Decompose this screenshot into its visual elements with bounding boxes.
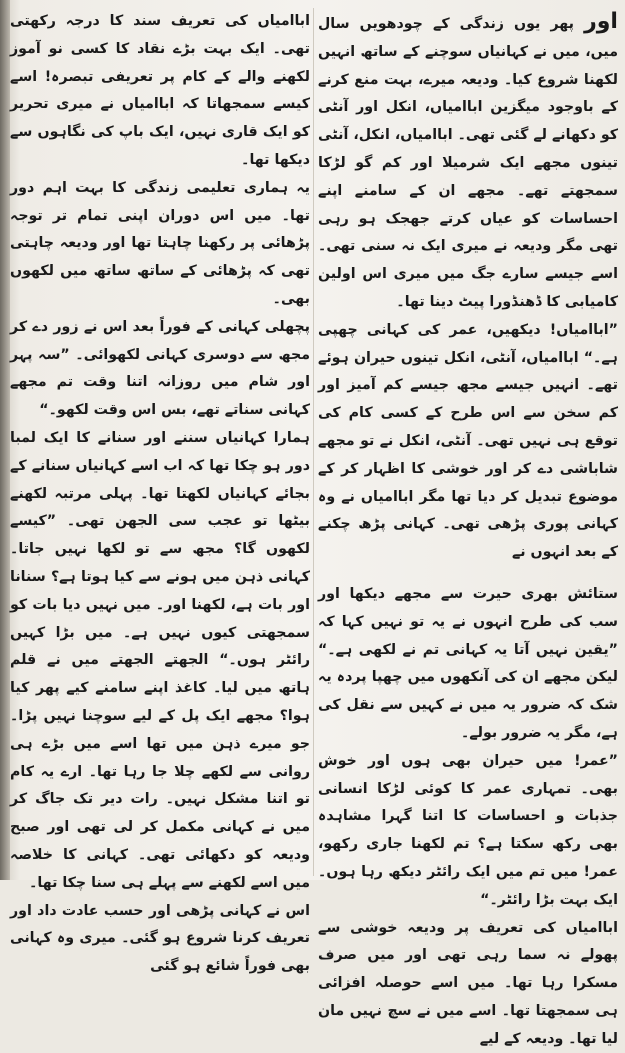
left-paragraph-1: اباامیاں کی تعریف سند کا درجہ رکھتی تھی۔ ایک بہت بڑے نقاد کا کسی نو آموز لکھنے والے کے کام پر تعریفی تبصرہ! اسے کیسے سمجھاتا کہ اباامیاں نے میری تحریر کو ایک قاری نہیں، ایک باپ کی نگاہوں سے دیکھا تھا۔ bbox=[10, 8, 310, 175]
left-paragraph-5: اس نے کہانی پڑھی اور حسب عادت داد اور تعریف کرنا شروع ہو گئی۔ میری وہ کہانی بھی فوراً شائع ہو گئی bbox=[10, 898, 310, 981]
right-text-column bbox=[318, 8, 618, 876]
right-paragraph-4: ”عمر! میں حیران بھی ہوں اور خوش بھی۔ تمہاری عمر کا کوئی لڑکا انسانی جذبات و احساسات کا اتنا گہرا مشاہدہ بھی رکھ سکتا ہے؟ تم لکھنا جاری رکھو، عمر! میں تم میں ایک رائٹر دیکھ رہا ہوں۔ ایک بہت بڑا رائٹر۔“ bbox=[318, 748, 618, 915]
right-paragraph-3: ستائش بھری حیرت سے مجھے دیکھا اور سب کی طرح انہوں نے یہ تو نہیں کہا کہ ”یقین نہیں آتا یہ کہانی تم نے لکھی ہے۔“ لیکن مجھے ان کی آنکھوں میں چھپا پردہ یہ شک کہ ضرور یہ میں نے کہیں سے نقل کی ہے، مگر یہ ضرور بولے۔ bbox=[318, 581, 618, 748]
column-divider bbox=[313, 8, 314, 876]
right-paragraph-1 bbox=[318, 8, 618, 317]
right-paragraph-5: اباامیاں کی تعریف پر ودیعہ خوشی سے پھولے نہ سما رہی تھی اور میں صرف مسکرا رہا تھا۔ میں اسے حوصلہ افزائی ہی سمجھتا تھا۔ اسے میں نے سچ نہیں مان لیا تھا۔ ودیعہ کے لیے bbox=[318, 915, 618, 1053]
left-paragraph-3: پچھلی کہانی کے فوراً بعد اس نے زور دے کر مجھ سے دوسری کہانی لکھوائی۔ ”سہ پہر اور شام میں روزانہ اتنا وقت تم مجھے کہانی سناتے تھے، بس اس وقت لکھو۔“ bbox=[10, 314, 310, 425]
right-paragraph-1-text: پھر یوں زندگی کے چودھویں سال میں، میں نے کہانیاں سوچنے کے ساتھ انہیں لکھنا شروع کیا۔ ودیعہ میرے، بہت منع کرنے کے باوجود میگزین اباامیاں، انکل اور آنٹی کو دکھانے لے گئی تھی۔ اباامیاں، انکل، آنٹی تینوں مجھے ایک شرمیلا اور کم گو لڑکا سمجھتے تھے۔ مجھے ان کے سامنے اپنے احساسات کو عیاں کرتے جھجک ہو رہی تھی مگر ودیعہ نے میری ایک نہ سنی تھی۔ اسے جیسے سارے جگ میں میری اس اولین کامیابی کا ڈھنڈورا پیٹ دینا تھا۔ bbox=[318, 16, 618, 310]
drop-lead-word: اور bbox=[584, 9, 618, 34]
binding-shadow bbox=[0, 0, 10, 880]
left-text-column bbox=[10, 8, 310, 876]
right-paragraph-2: ”اباامیاں! دیکھیں، عمر کی کہانی چھپی ہے۔“ اباامیاں، آنٹی، انکل تینوں حیران ہوئے تھے۔ انہیں جیسے مجھ جیسے کم آمیز اور کم سخن سے اس طرح کے کسی کام کی توقع ہی نہیں تھی۔ آنٹی، انکل نے تو مجھے شاباشی دے کر اور خوشی کا اظہار کر کے موضوع تبدیل کر دیا تھا مگر اباامیاں نے وہ کہانی پوری پڑھی تھی۔ کہانی پڑھ چکنے کے بعد انہوں نے bbox=[318, 317, 618, 567]
left-paragraph-2: یہ ہماری تعلیمی زندگی کا بہت اہم دور تھا۔ میں اس دوران اپنی تمام تر توجہ پڑھائی پر رکھنا چاہتا تھا اور ودیعہ چاہتی تھی کہ پڑھائی کے ساتھ ساتھ میں لکھوں بھی۔ bbox=[10, 175, 310, 314]
paragraph-gap bbox=[318, 567, 618, 581]
left-paragraph-4: ہمارا کہانیاں سننے اور سنانے کا ایک لمبا دور ہو چکا تھا کہ اب اسے کہانیاں سنانے کے بجائے کہانیاں لکھتا تھا۔ پہلی مرتبہ لکھنے بیٹھا تو عجب سی الجھن تھی۔ ”کیسے لکھوں گا؟ مجھ سے تو لکھا نہیں جاتا۔ کہانی ذہن میں ہونے سے کیا ہوتا ہے؟ سنانا اور بات ہے، لکھنا اور۔ میں نہیں دیا بات کو سمجھتی کیوں نہیں ہے۔ میں بڑا کہیں رائٹر ہوں۔“ الجھتے الجھتے میں نے قلم ہاتھ میں لیا۔ کاغذ اپنے سامنے کیے پھر کیا ہوا؟ مجھے ایک پل کے لیے سوچنا نہیں پڑا۔ جو میرے ذہن میں تھا اسے میں بڑے ہی روانی سے لکھے چلا جا رہا تھا۔ ارے یہ کام تو اتنا مشکل نہیں۔ رات دیر تک جاگ کر میں نے کہانی مکمل کر لی تھی اور صبح ودیعہ کو دکھائی تھی۔ کہانی کا خلاصہ میں اسے لکھنے سے پہلے ہی سنا چکا تھا۔ bbox=[10, 425, 310, 898]
